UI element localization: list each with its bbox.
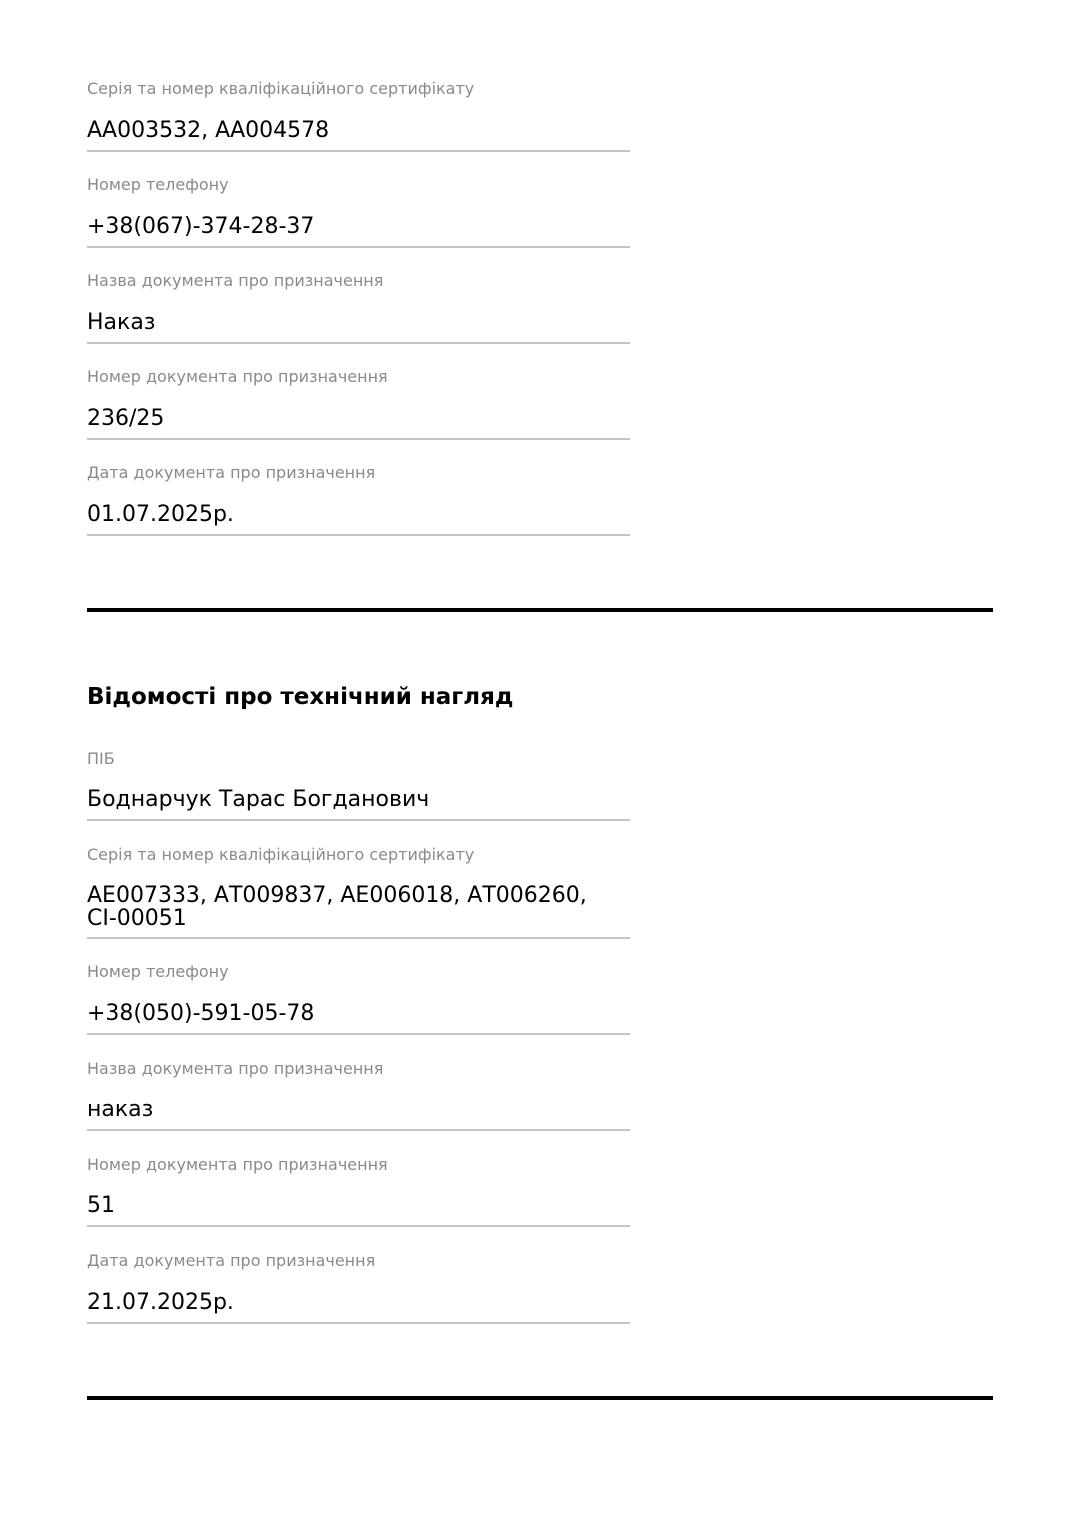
certificate-value: АА003532, АА004578 — [87, 118, 330, 143]
document-name-value: наказ — [87, 1097, 154, 1122]
phone-value: +38(050)-591-05-78 — [87, 1001, 315, 1026]
field-divider — [87, 819, 630, 821]
document-name-label: Назва документа про призначення — [87, 271, 384, 290]
field-divider — [87, 534, 630, 536]
field-divider — [87, 1225, 630, 1227]
document-number-label: Номер документа про призначення — [87, 1155, 388, 1174]
field-divider — [87, 246, 630, 248]
document-number-value: 236/25 — [87, 406, 165, 431]
phone-value: +38(067)-374-28-37 — [87, 214, 315, 239]
document-name-value: Наказ — [87, 310, 156, 335]
document-date-label: Дата документа про призначення — [87, 463, 376, 482]
document-date-label: Дата документа про призначення — [87, 1251, 376, 1270]
field-divider — [87, 150, 630, 152]
document-date-value: 21.07.2025р. — [87, 1290, 234, 1315]
phone-label: Номер телефону — [87, 962, 229, 981]
full-name-label: ПІБ — [87, 749, 115, 768]
certificate-label: Серія та номер кваліфікаційного сертифікату — [87, 845, 475, 864]
document-date-value: 01.07.2025р. — [87, 502, 234, 527]
certificate-label: Серія та номер кваліфікаційного сертифікату — [87, 79, 475, 98]
section-divider — [87, 608, 993, 612]
section-divider — [87, 1396, 993, 1400]
section-title: Відомості про технічний нагляд — [87, 684, 514, 710]
field-divider — [87, 937, 630, 939]
field-divider — [87, 438, 630, 440]
document-number-label: Номер документа про призначення — [87, 367, 388, 386]
document-number-value: 51 — [87, 1193, 115, 1218]
phone-label: Номер телефону — [87, 175, 229, 194]
document-name-label: Назва документа про призначення — [87, 1059, 384, 1078]
field-divider — [87, 1033, 630, 1035]
field-divider — [87, 1129, 630, 1131]
field-divider — [87, 342, 630, 344]
certificate-value: АЕ007333, АТ009837, АЕ006018, АТ006260, СІ-00051 — [87, 883, 587, 931]
full-name-value: Боднарчук Тарас Богданович — [87, 787, 430, 812]
field-divider — [87, 1322, 630, 1324]
